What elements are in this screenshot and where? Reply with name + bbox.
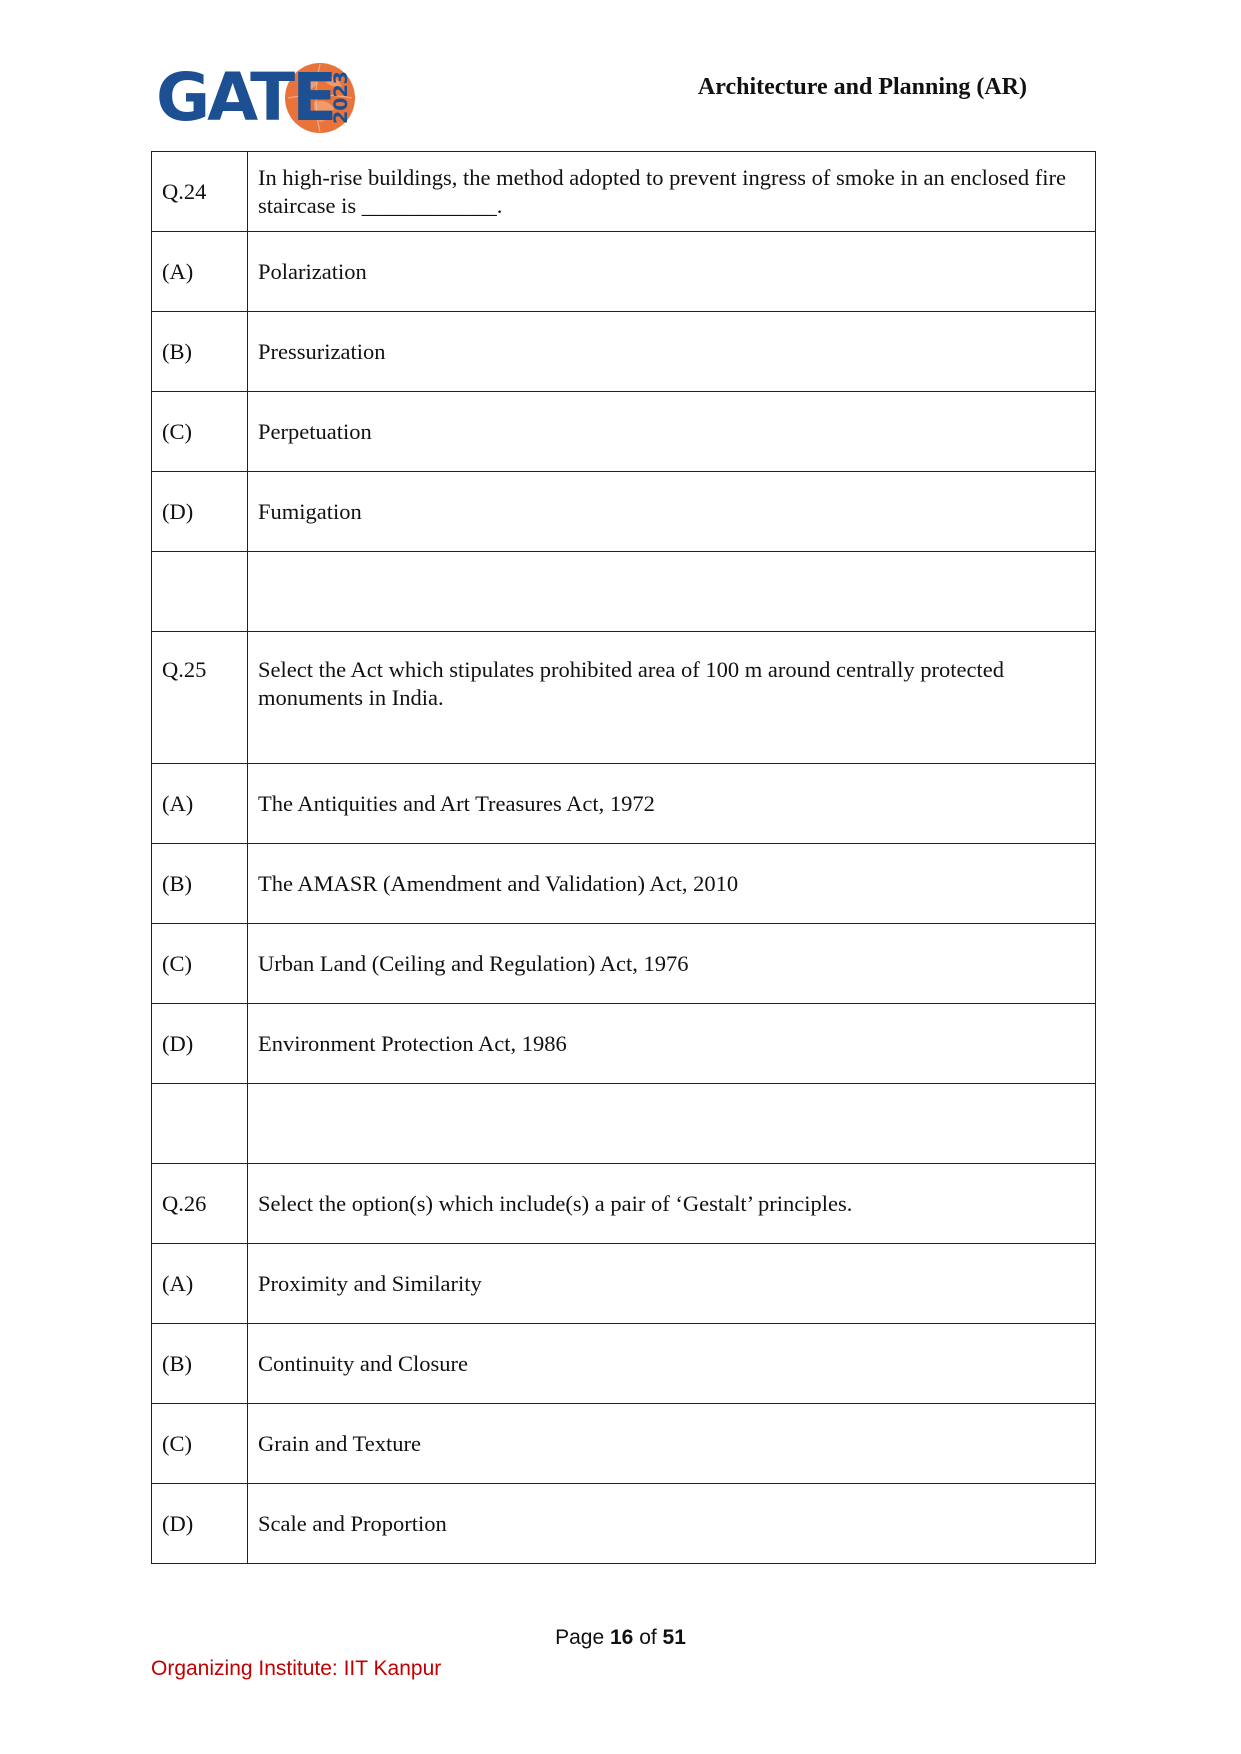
spacer-row: [152, 1084, 1096, 1164]
option-label: (D): [152, 1484, 248, 1564]
logo-text: GATE: [156, 59, 335, 136]
question-text: In high-rise buildings, the method adopted to prevent ingress of smoke in an enclosed fire staircase is ____________.: [248, 152, 1096, 232]
option-row: [152, 232, 1096, 312]
option-text: Environment Protection Act, 1986: [248, 1004, 1096, 1084]
question-text: Select the option(s) which include(s) a pair of ‘Gestalt’ principles.: [248, 1164, 1096, 1244]
option-label: (C): [152, 392, 248, 472]
option-text: Grain and Texture: [248, 1404, 1096, 1484]
page-total: 51: [662, 1626, 686, 1649]
option-row: [152, 844, 1096, 924]
page-header: [0, 0, 1241, 150]
page-current: 16: [609, 1626, 634, 1649]
question-text: Select the Act which stipulates prohibited area of 100 m around centrally protected monuments in India.: [248, 632, 1096, 764]
question-number: Q.24: [152, 152, 248, 232]
option-row: [152, 472, 1096, 552]
page-number: [0, 1626, 1241, 1650]
option-text: Pressurization: [248, 312, 1096, 392]
question-number: Q.25: [152, 632, 248, 764]
question-row: [152, 152, 1096, 232]
option-label: (A): [152, 232, 248, 312]
option-label: (B): [152, 312, 248, 392]
option-row: [152, 1244, 1096, 1324]
option-row: [152, 1404, 1096, 1484]
organizing-institute: Organizing Institute: IIT Kanpur: [151, 1657, 442, 1680]
option-text: The AMASR (Amendment and Validation) Act, 2010: [248, 844, 1096, 924]
option-label: (C): [152, 924, 248, 1004]
option-row: [152, 392, 1096, 472]
option-row: [152, 764, 1096, 844]
option-label: (A): [152, 1244, 248, 1324]
option-label: (B): [152, 1324, 248, 1404]
option-text: The Antiquities and Art Treasures Act, 1972: [248, 764, 1096, 844]
option-text: Urban Land (Ceiling and Regulation) Act, 1976: [248, 924, 1096, 1004]
option-text: Perpetuation: [248, 392, 1096, 472]
option-row: [152, 1004, 1096, 1084]
gate-logo: [156, 60, 356, 136]
option-text: Scale and Proportion: [248, 1484, 1096, 1564]
question-row: [152, 1164, 1096, 1244]
spacer-row: [152, 552, 1096, 632]
option-label: (D): [152, 1004, 248, 1084]
question-number: Q.26: [152, 1164, 248, 1244]
option-label: (B): [152, 844, 248, 924]
option-text: Continuity and Closure: [248, 1324, 1096, 1404]
paper-title: Architecture and Planning (AR): [697, 74, 1027, 100]
option-label: (D): [152, 472, 248, 552]
page-prefix: Page: [555, 1626, 605, 1649]
option-text: Proximity and Similarity: [248, 1244, 1096, 1324]
option-row: [152, 1324, 1096, 1404]
option-text: Polarization: [248, 232, 1096, 312]
logo-year: 2023: [330, 71, 352, 125]
questions-table: [151, 151, 1096, 1564]
option-label: (C): [152, 1404, 248, 1484]
option-text: Fumigation: [248, 472, 1096, 552]
page-of: of: [639, 1626, 657, 1649]
question-row: [152, 632, 1096, 764]
option-row: [152, 312, 1096, 392]
option-label: (A): [152, 764, 248, 844]
option-row: [152, 1484, 1096, 1564]
option-row: [152, 924, 1096, 1004]
